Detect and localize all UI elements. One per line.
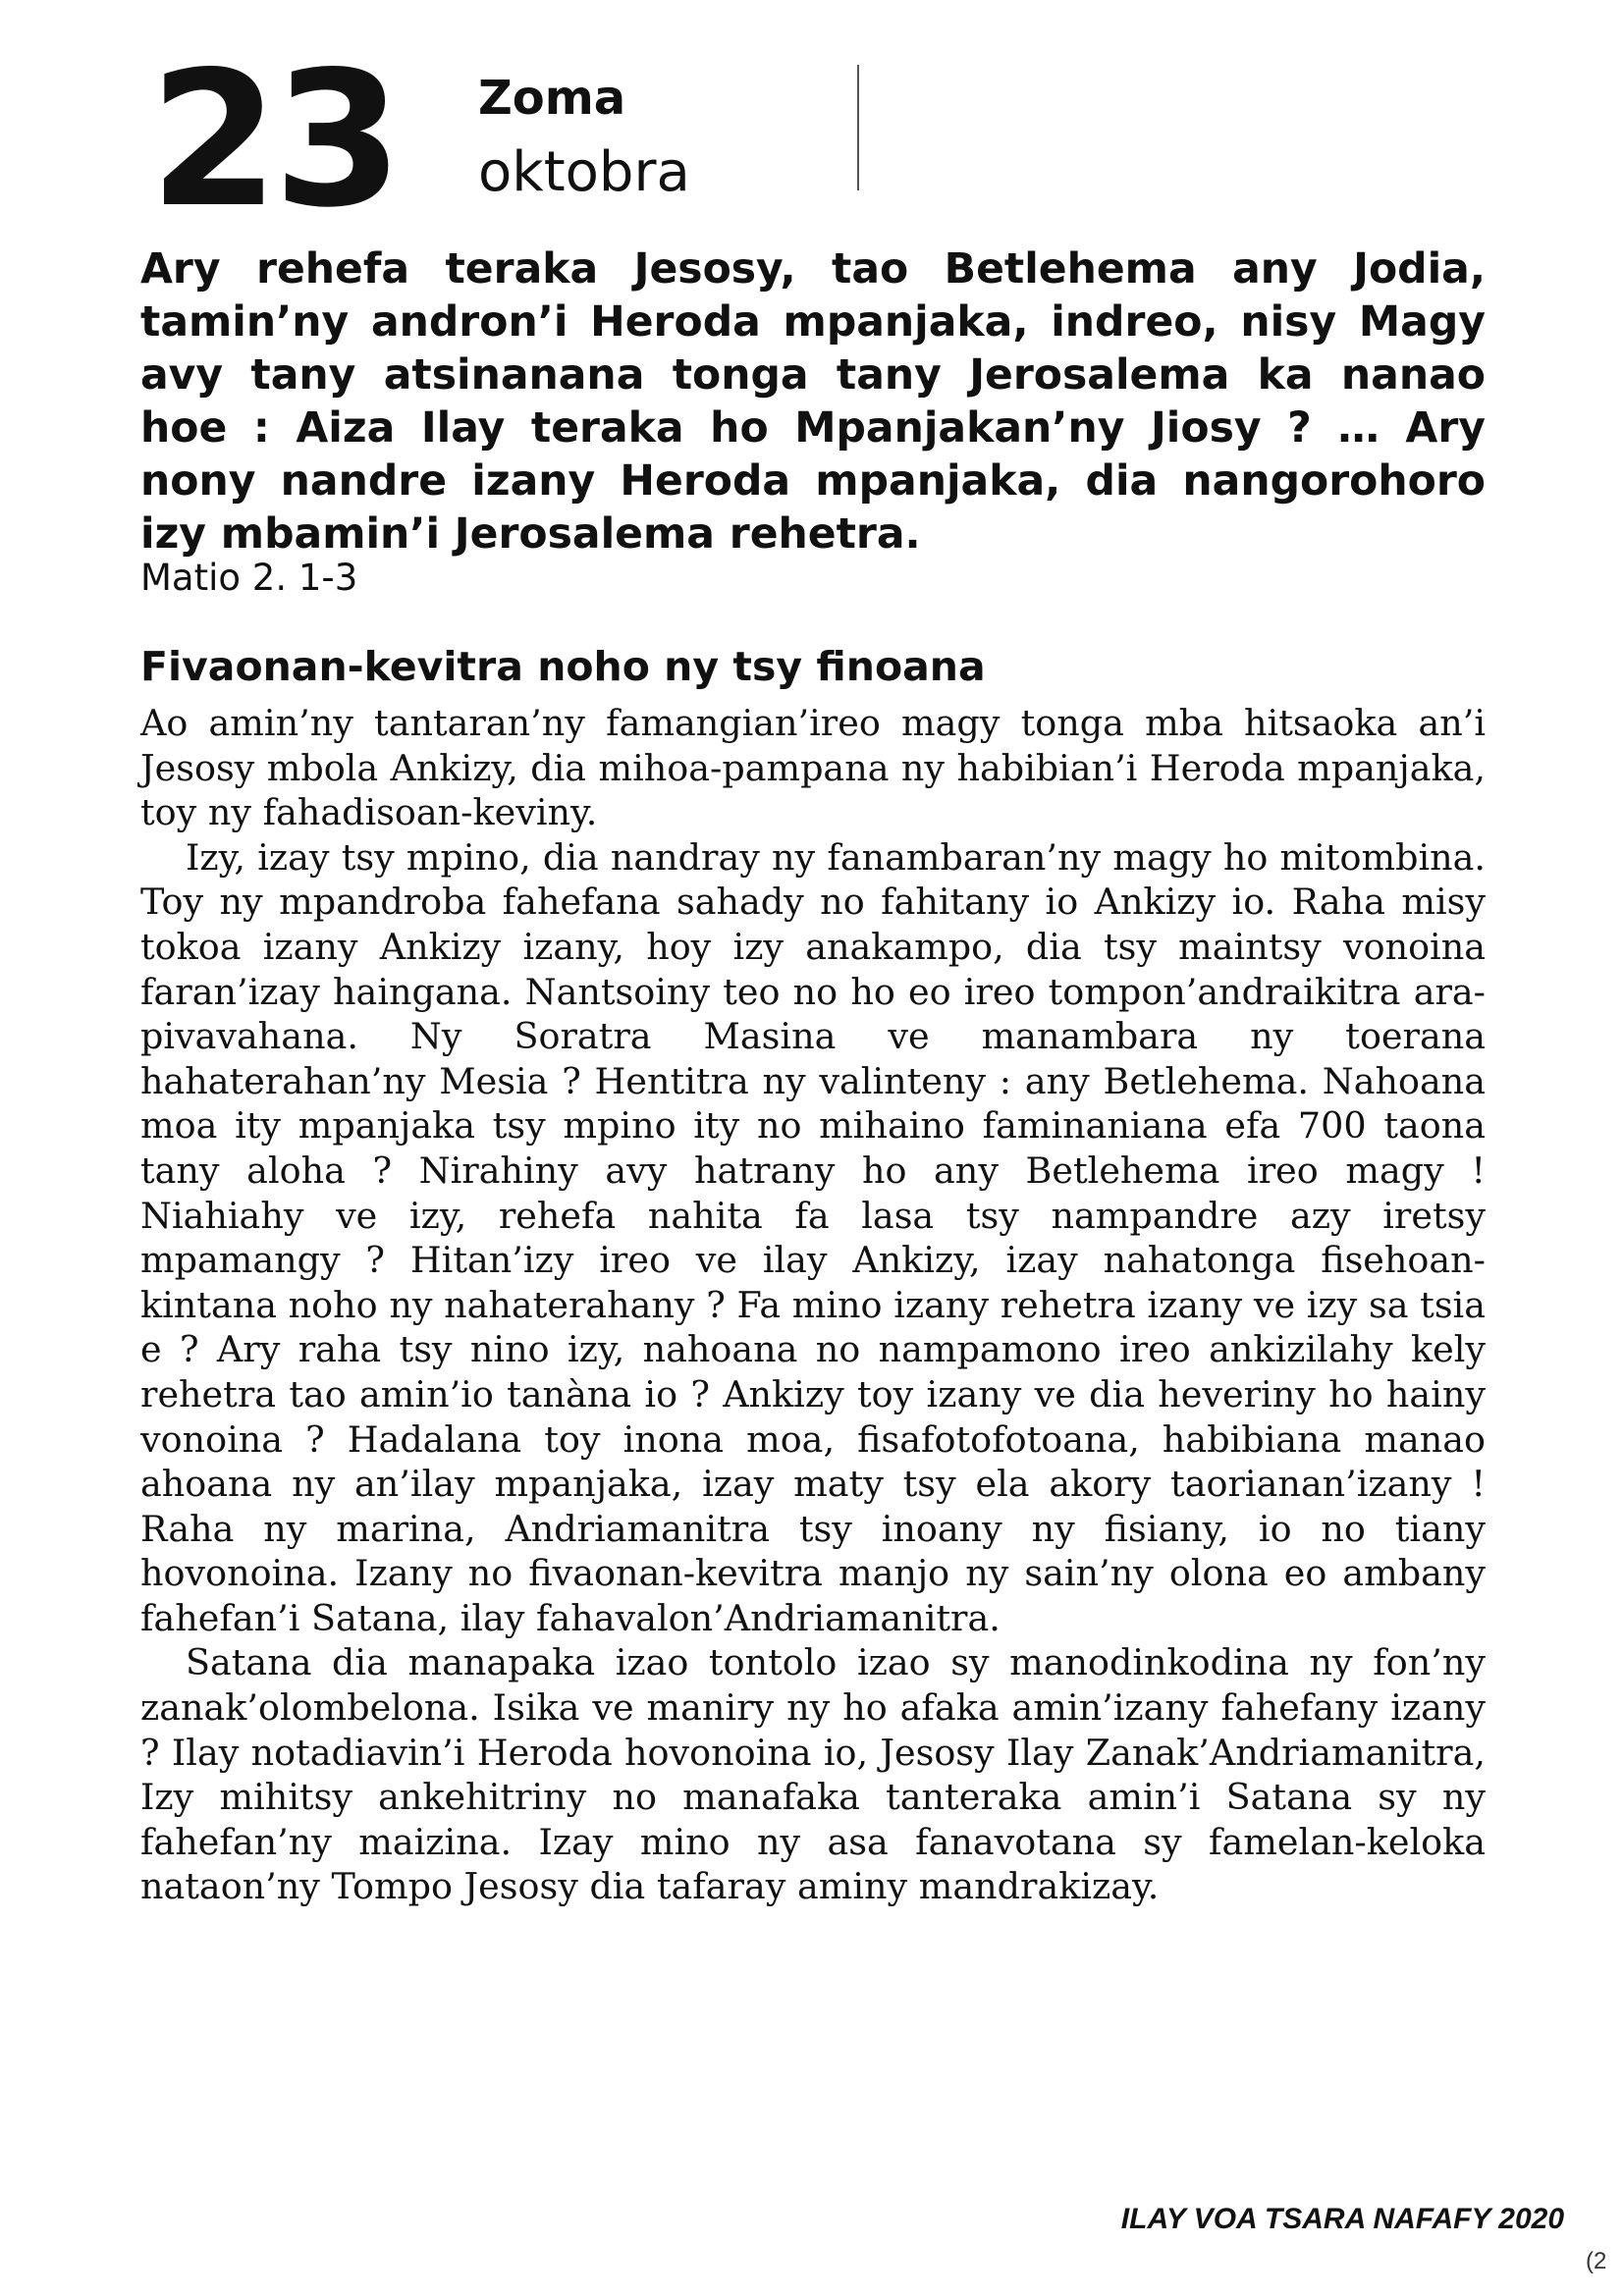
paragraph: Ao amin’ny tantaran’ny famangian’ireo magy tonga mba hitsaoka an’i Jesosy mbola Ankizy, dia mihoa-pampana ny habibian’i Heroda mpanjaka, toy ny fahadisoan-keviny. [140,702,1486,834]
header-divider [857,65,859,190]
body-text [140,701,1486,1909]
month-label: oktobra [478,140,690,204]
bible-verse [140,243,1486,561]
footer-title: ILAY VOA TSARA NAFAFY 2020 [1120,2203,1564,2235]
weekday-label: Zoma [478,71,626,126]
page-mark: (2 [1586,2248,1607,2274]
verse-text: Ary rehefa teraka Jesosy, tao Betlehema any Jodia, tamin’ny andron’i Heroda mpanjaka, indreo, nisy Magy avy tany atsinanana tonga tany Jerosalema ka nanao hoe : Aiza Ilay teraka ho Mpanjakan’ny Jiosy ? … Ary nony nandre izany Heroda mpanjaka, dia nangorohoro izy mbamin’i Jerosalema rehetra. [140,245,1486,559]
day-number: 23 [149,31,398,248]
paragraph: Satana dia manapaka izao tontolo izao sy manodinkodina ny fon’ny zanak’olombelona. Isika ve maniry ny ho afaka amin’izany fahefany izany ? Ilay notadiavin’i Heroda hovonoina io, Jesosy Ilay Zanak’Andriamanitra, Izy mihitsy ankehitriny no manafaka tanteraka amin’i Satana sy ny fahefan’ny maizina. Izay mino ny asa fanavotana sy famelan-keloka nataon’ny Tompo Jesosy dia tafaray aminy mandrakizay. [140,1641,1486,1908]
verse-reference: Matio 2. 1-3 [140,557,358,599]
paragraph: Izy, izay tsy mpino, dia nandray ny fanambaran’ny magy ho mitombina. Toy ny mpandroba fahefana sahady no fahitany io Ankizy io. Raha misy tokoa izany Ankizy izany, hoy izy anakampo, dia tsy maintsy vonoina faran’izay haingana. Nantsoiny teo no ho eo ireo tompon’andraikitra ara-pivavahana. Ny Soratra Masina ve manambara ny toerana hahaterahan’ny Mesia ? Hentitra ny valinteny : any Betlehema. Nahoana moa ity mpanjaka tsy mpino ity no mihaino faminaniana efa 700 taona tany aloha ? Nirahiny avy hatrany ho any Betlehema ireo magy ! Niahiahy ve izy, rehefa nahita fa lasa tsy nampandre azy iretsy mpamangy ? Hitan’izy ireo ve ilay Ankizy, izay nahatonga fisehoan-kintana noho ny nahaterahany ? Fa mino izany rehetra izany ve izy sa tsia e ? Ary raha tsy nino izy, nahoana no nampamono ireo ankizilahy kely rehetra tao amin’io tanàna io ? Ankizy toy izany ve dia heveriny ho hainy vonoina ? Hadalana toy inona moa, fisafotofotoana, habibiana manao ahoana ny an’ilay mpanjaka, izay maty tsy ela akory taorianan’izany ! Raha ny marina, Andriamanitra tsy inoany ny fisiany, io no tiany hovonoina. Izany no fivaonan-kevitra manjo ny sain’ny olona eo ambany fahefan’i Satana, ilay fahavalon’Andriamanitra. [140,835,1486,1639]
section-title: Fivaonan-kevitra noho ny tsy finoana [140,643,986,690]
